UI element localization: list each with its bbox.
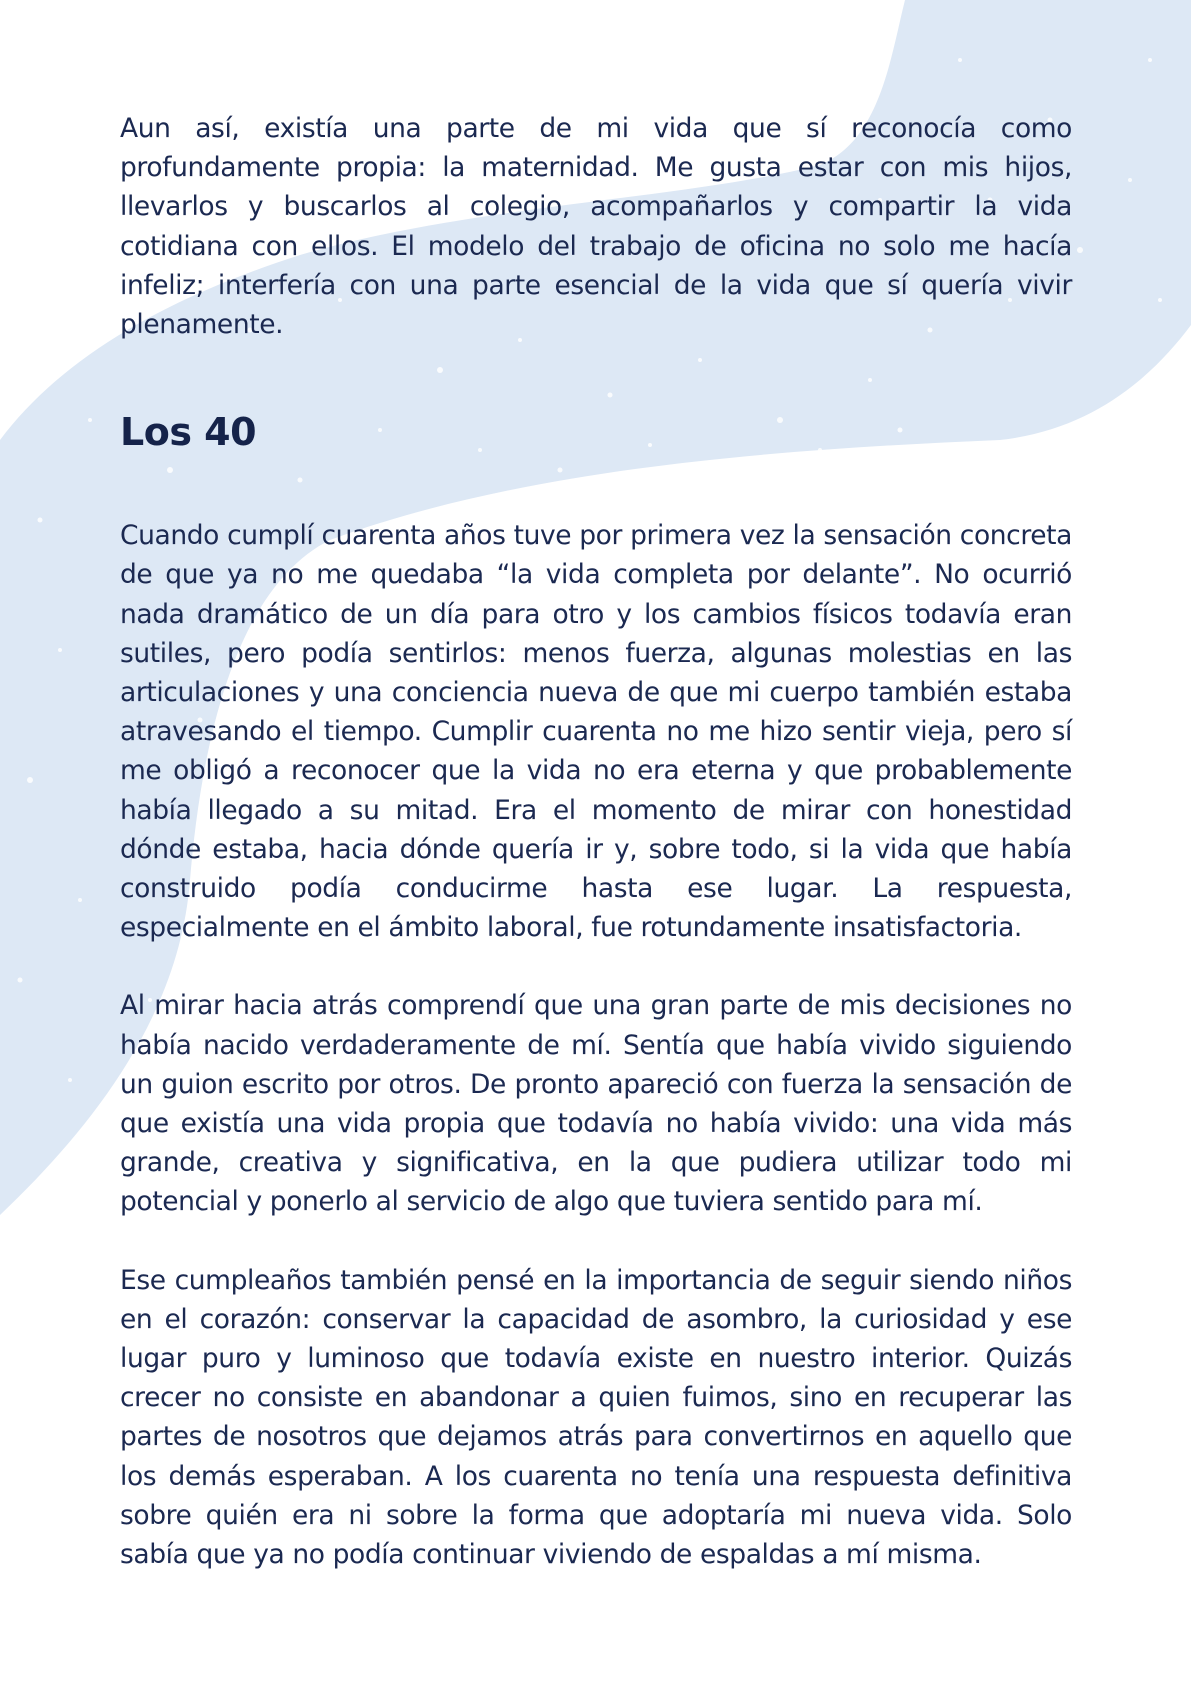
body-paragraph-3: Ese cumpleaños también pensé en la importancia de seguir siendo niños en el corazón: conservar la capacidad de asombro, la curiosidad y ese lugar puro y luminoso que todavía existe en nuestro interior. Quizás crecer no consiste en abandonar a quien fuimos, sino en recuperar las partes de nosotros que dejamos atrás para convertirnos en aquello que los demás esperaban. A los cuarenta no tenía una respuesta definitiva sobre quién era ni sobre la forma que adoptaría mi nueva vida. Solo sabía que ya no podía continuar viviendo de espaldas a mí misma. [120,1264,1072,1571]
intro-paragraph: Aun así, existía una parte de mi vida que sí reconocía como profundamente propia: la maternidad. Me gusta estar con mis hijos, llevarlos y buscarlos al colegio, acompañarlos y compartir la vida cotidiana con ellos. El modelo del trabajo de oficina no solo me hacía infeliz; interfería con una parte esencial de la vida que sí quería vivir plenamente. [120,113,1072,341]
document-body [120,109,1072,1574]
body-paragraph-1: Cuando cumplí cuarenta años tuve por primera vez la sensación concreta de que ya no me quedaba “la vida completa por delante”. No ocurrió nada dramático de un día para otro y los cambios físicos todavía eran sutiles, pero podía sentirlos: menos fuerza, algunas molestias en las articulaciones y una conciencia nueva de que mi cuerpo también estaba atravesando el tiempo. Cumplir cuarenta no me hizo sentir vieja, pero sí me obligó a reconocer que la vida no era eterna y que probablemente había llegado a su mitad. Era el momento de mirar con honestidad dónde estaba, hacia dónde quería ir y, sobre todo, si la vida que había construido podía conducirme hasta ese lugar. La respuesta, especialmente en el ámbito laboral, fue rotundamente insatisfactoria. [120,520,1072,944]
section-title: Los 40 [120,410,257,455]
body-paragraph-2: Al mirar hacia atrás comprendí que una gran parte de mis decisiones no había nacido verdaderamente de mí. Sentía que había vivido siguiendo un guion escrito por otros. De pronto apareció con fuerza la sensación de que existía una vida propia que todavía no había vivido: una vida más grande, creativa y significativa, en la que pudiera utilizar todo mi potencial y ponerlo al servicio de algo que tuviera sentido para mí. [120,990,1072,1218]
